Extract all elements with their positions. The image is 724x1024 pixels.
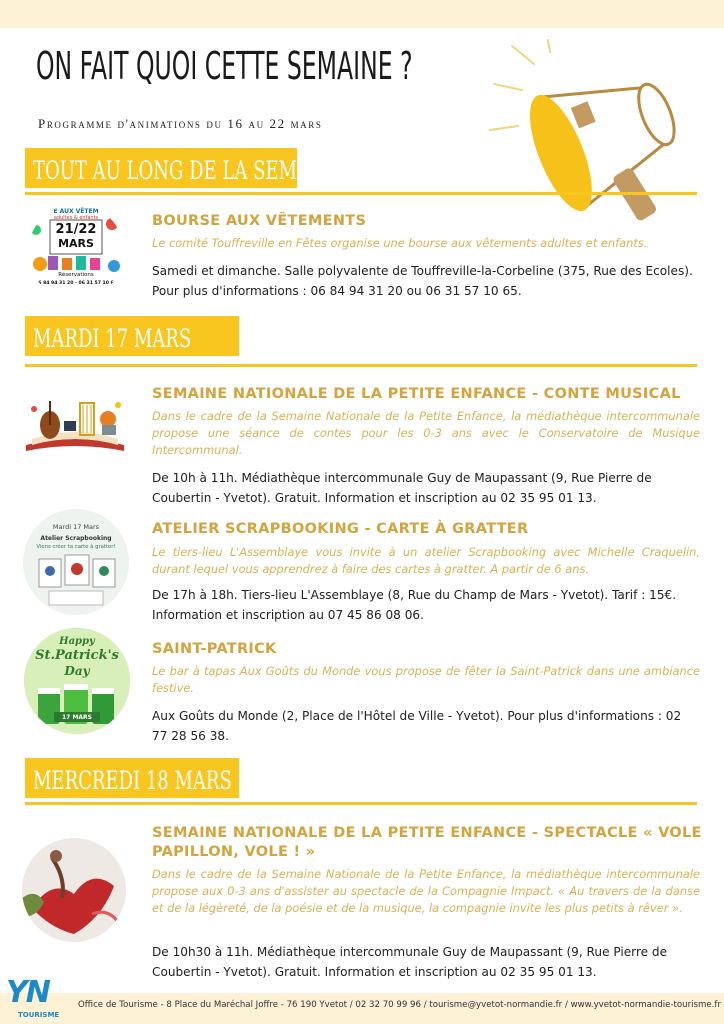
event-description: Le tiers-lieu L'Assemblaye vous invite à un atelier Scrapbooking avec Michelle Craquelin, durant lequel vous apprendrez à faire des cartes à gratter. A partir de 6 ans.: [152, 545, 700, 576]
event-title: SEMAINE NATIONALE DE LA PETITE ENFANCE - CONTE MUSICAL: [152, 386, 681, 402]
poster-sub-text: adultes & enfants: [53, 215, 99, 221]
scrap-date: Mardi 17 Mars: [52, 523, 100, 531]
patrick-date: 17 MARS: [62, 714, 92, 721]
section-label: TOUT AU LONG DE LA SEMAINE: [33, 156, 346, 185]
scrap-tagline: Viens créer ta carte à gratter!: [36, 544, 116, 550]
event-description: Dans le cadre de la Semaine Nationale de la Petite Enfance, la médiathèque intercommunale propose aux 0-3 ans d'assister au spectacle de la Compagnie Impact. « Au travers de la danse et de la légèreté, de la poésie et de la musique, la compagnie invite les plus petits à rêver ».: [152, 867, 700, 915]
event-title: BOURSE AUX VÊTEMENTS: [152, 213, 367, 229]
section-divider: [25, 364, 697, 367]
section-divider: [25, 192, 697, 195]
event-title: ATELIER SCRAPBOOKING - CARTE À GRATTER: [152, 521, 529, 537]
vole-papillon-image: [22, 838, 126, 942]
poster-phones: 06 84 94 31 20 - 06 31 57 10 65: [35, 281, 117, 286]
poster-date: 21/22: [55, 222, 97, 237]
section-header-week: [25, 148, 346, 188]
patrick-happy: Happy: [59, 636, 95, 647]
section-label: MARDI 17 MARS: [33, 324, 192, 353]
section-header-wednesday: [25, 758, 239, 798]
saint-patrick-poster-image: [24, 628, 130, 734]
event-info: Samedi et dimanche. Salle polyvalente de Touffreville-la-Corbeline (375, Rue des Ecoles). Pour plus d'informations : 06 84 94 31 20 ou 06 31 57 10 65.: [152, 264, 693, 298]
event-title: SEMAINE NATIONALE DE LA PETITE ENFANCE - SPECTACLE « VOLE PAPILLON, VOLE ! »: [152, 825, 702, 860]
patrick-day: Day: [64, 664, 90, 678]
event-description: Le bar à tapas Aux Goûts du Monde vous propose de fêter la Saint-Patrick dans une ambiance festive.: [152, 664, 700, 695]
top-band: [0, 0, 724, 28]
page-subtitle: Programme d'animations du 16 au 22 mars: [38, 116, 323, 131]
scrap-title: Atelier Scrapbooking: [40, 535, 112, 542]
conte-musical-image: [22, 395, 128, 455]
bourse-poster-image: [28, 204, 124, 300]
poster-top-text: E AUX VÊTEM: [53, 208, 99, 215]
poster-reservation: Réservations: [58, 272, 94, 278]
event-info: De 10h30 à 11h. Médiathèque intercommunale Guy de Maupassant (9, Rue Pierre de Coubertin - Yvetot). Gratuit. Information et inscription au 02 35 95 01 13.: [152, 945, 668, 979]
event-description: Dans le cadre de la Semaine Nationale de la Petite Enfance, la médiathèque intercommunale propose une séance de contes pour les 0-3 ans avec le Conservatoire de Musique Intercommunal.: [152, 409, 700, 457]
logo-word: TOURISME: [18, 1011, 60, 1019]
logo-letters: YN: [6, 975, 49, 1010]
section-label: MERCREDI 18 MARS: [33, 766, 232, 795]
page-title: ON FAIT QUOI CETTE SEMAINE ?: [36, 44, 413, 88]
poster-month: MARS: [58, 237, 94, 250]
event-info: De 10h à 11h. Médiathèque intercommunale Guy de Maupassant (9, Rue Pierre de Coubertin - Yvetot). Gratuit. Information et inscription au 02 35 95 01 13.: [152, 471, 652, 505]
event-info: Aux Goûts du Monde (2, Place de l'Hôtel de Ville - Yvetot). Pour plus d'informations : 02 77 28 56 38.: [152, 709, 682, 743]
section-header-tuesday: [25, 316, 239, 356]
event-title: SAINT-PATRICK: [152, 641, 277, 657]
event-description: Le comité Touffreville en Fêtes organise une bourse aux vêtements adultes et enfants.: [152, 236, 648, 250]
section-divider: [25, 802, 697, 805]
megaphone-icon: [488, 38, 710, 233]
yvetot-tourisme-logo: [2, 975, 74, 1021]
event-info: De 17h à 18h. Tiers-lieu L'Assemblaye (8, Rue du Champ de Mars - Yvetot). Tarif : 15€. Information et inscription au 07 45 86 08 06.: [152, 588, 677, 622]
footer-contact: Office de Tourisme - 8 Place du Maréchal Joffre - 76 190 Yvetot / 02 32 70 99 96 / tourisme@yvetot-normandie.fr / www.yvetot-normandie-tourisme.fr: [78, 1000, 721, 1010]
scrapbooking-poster-image: [23, 509, 129, 615]
patrick-name: St.Patrick's: [35, 648, 119, 663]
